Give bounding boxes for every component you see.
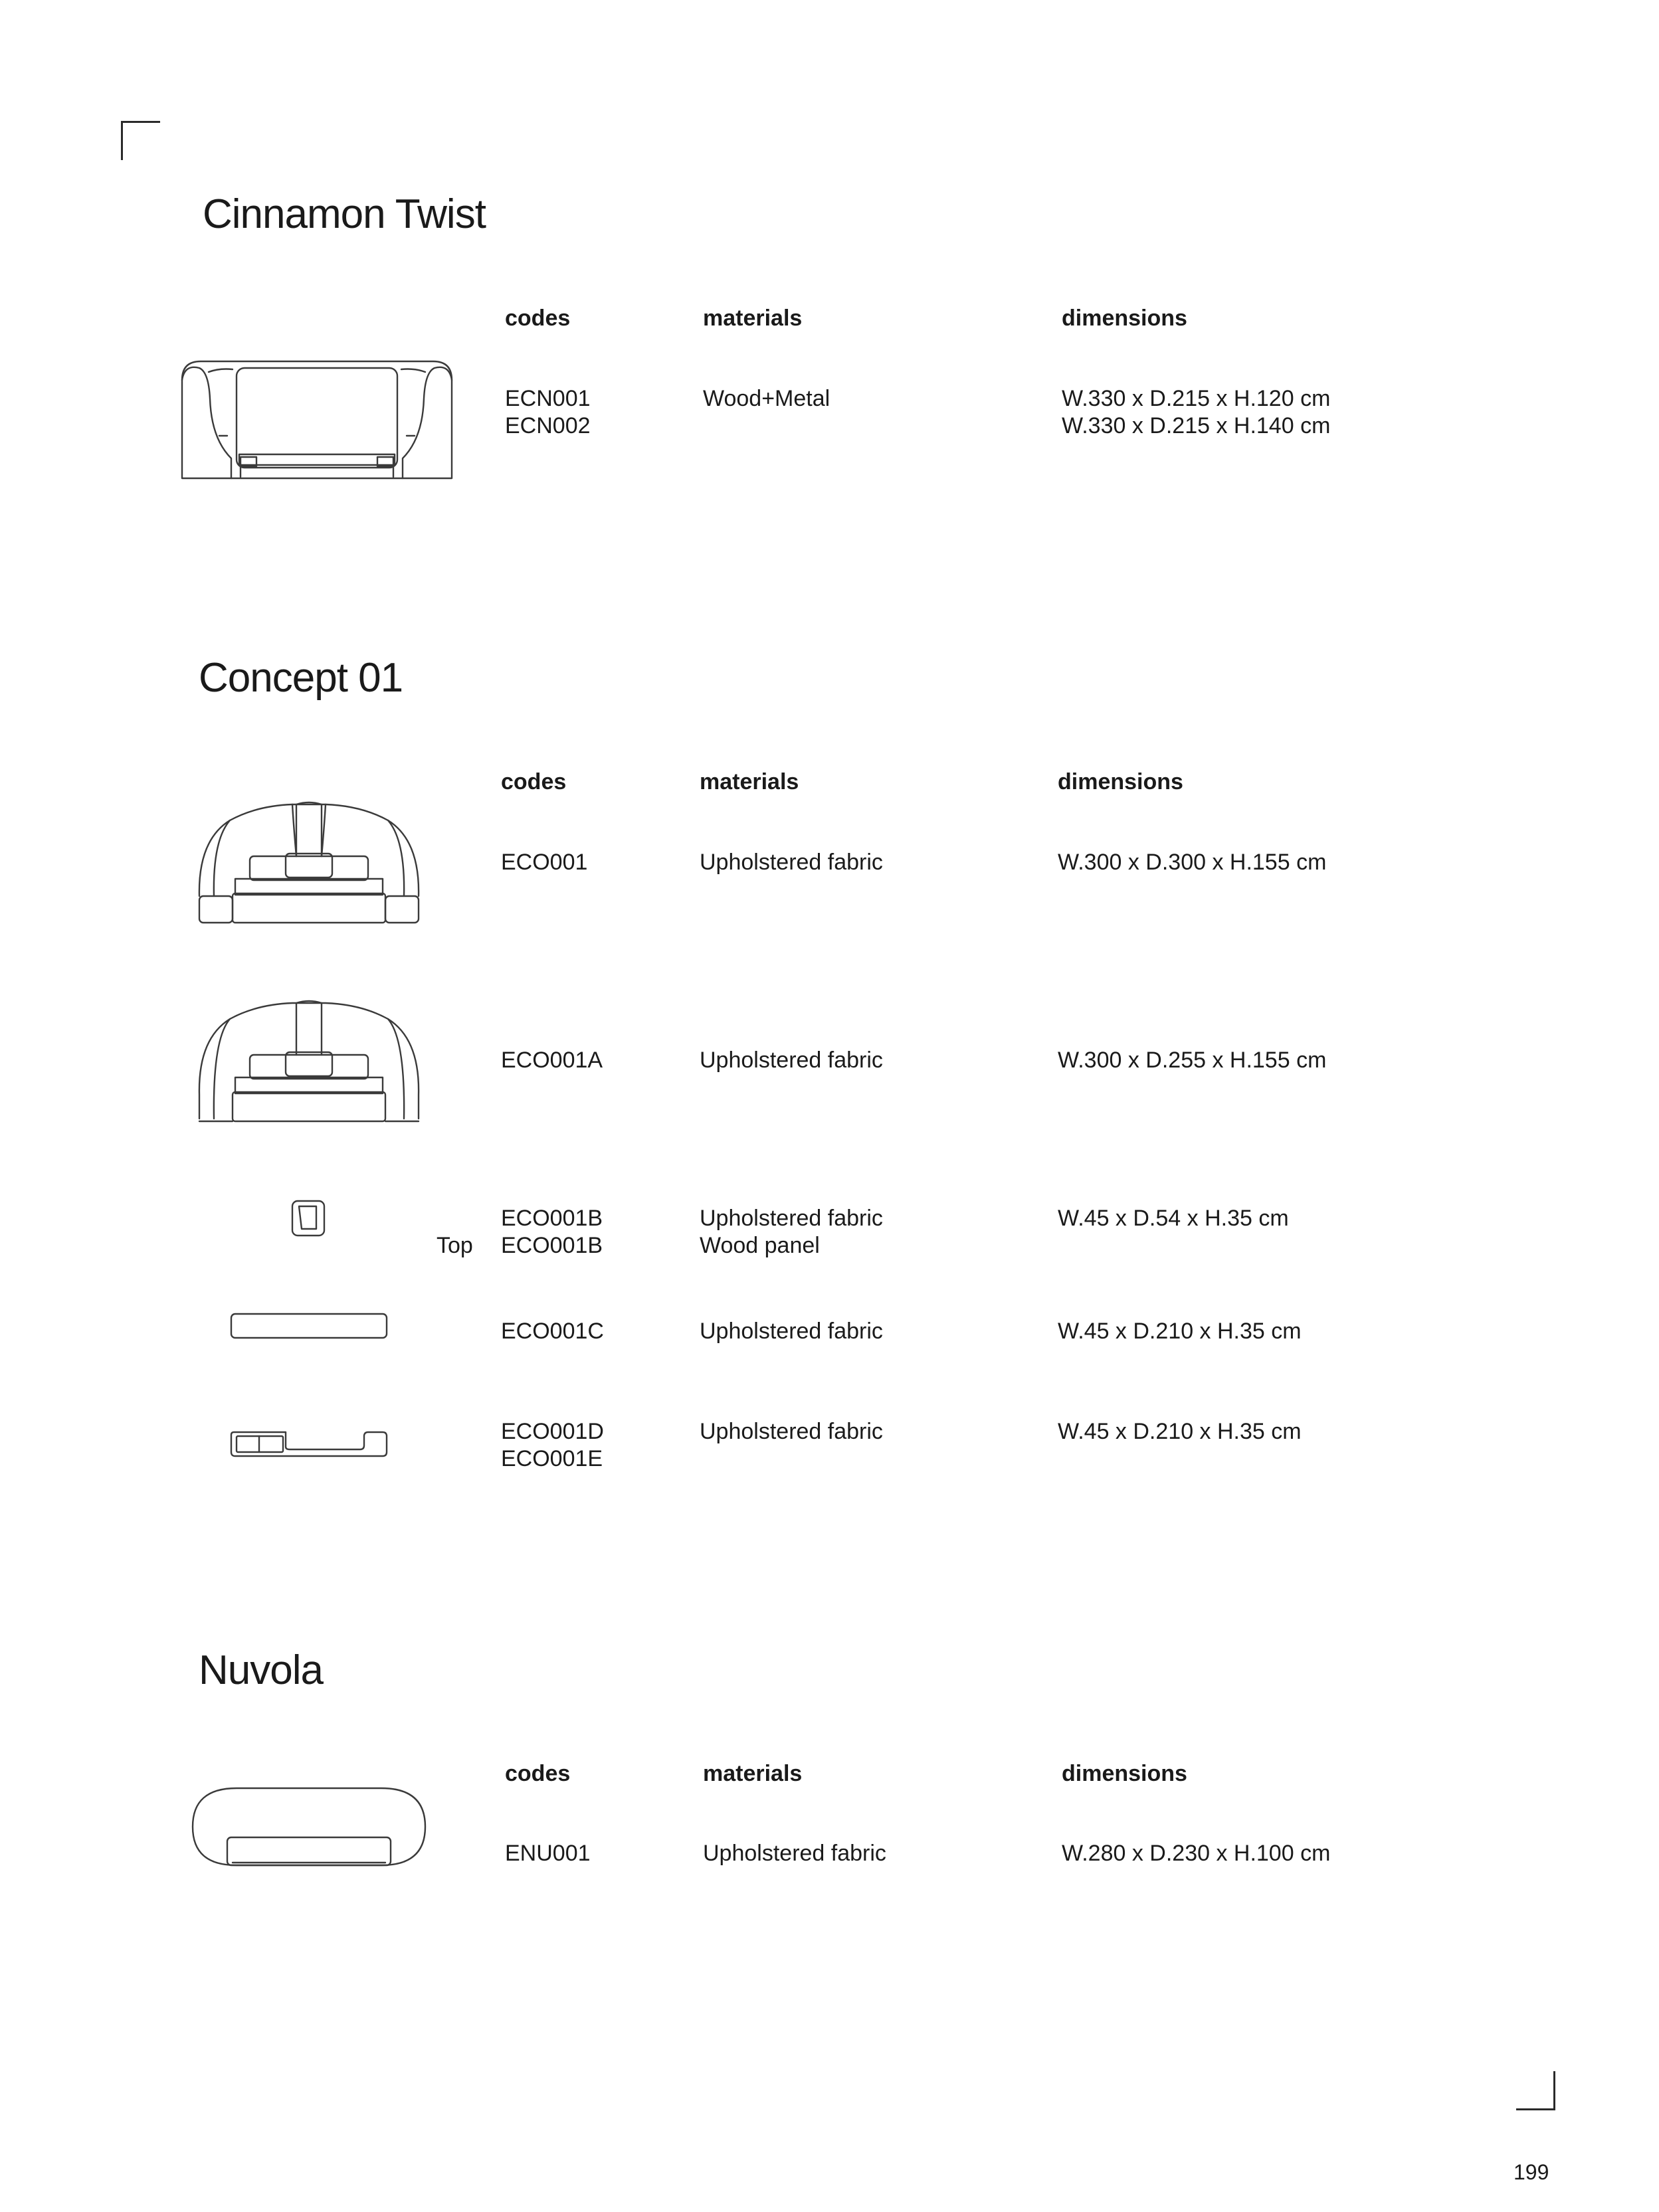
materials-cell bbox=[700, 1047, 883, 1074]
dimension-text: W.330 x D.215 x H.120 cm bbox=[1062, 386, 1331, 411]
dimensions-cell bbox=[1058, 1205, 1289, 1232]
header-codes: codes bbox=[505, 306, 571, 331]
dimension-text: W.45 x D.210 x H.35 cm bbox=[1058, 1419, 1302, 1444]
concept-01b-pouf-drawing bbox=[290, 1198, 327, 1238]
code-eco001: ECO001 bbox=[501, 850, 588, 875]
header-materials: materials bbox=[700, 769, 799, 794]
header-materials: materials bbox=[703, 1761, 803, 1786]
dimension-text: W.300 x D.300 x H.155 cm bbox=[1058, 850, 1327, 875]
material-text: Upholstered fabric bbox=[700, 1319, 883, 1344]
dimension-text: W.45 x D.54 x H.35 cm bbox=[1058, 1206, 1289, 1231]
concept-01c-bench-drawing bbox=[230, 1313, 388, 1339]
row-label-top bbox=[437, 1205, 473, 1259]
material-text: Upholstered fabric bbox=[700, 1206, 883, 1231]
code-enu001: ENU001 bbox=[505, 1841, 591, 1866]
crop-mark-bottom-right bbox=[1516, 2071, 1555, 2110]
nuvola-bed-drawing bbox=[190, 1786, 428, 1868]
material-text: Upholstered fabric bbox=[700, 1048, 883, 1073]
header-materials: materials bbox=[703, 306, 803, 331]
codes-cell bbox=[505, 385, 591, 440]
top-label: Top bbox=[437, 1233, 473, 1258]
codes-cell bbox=[505, 1840, 591, 1867]
dimensions-cell bbox=[1058, 1418, 1302, 1445]
codes-cell bbox=[501, 1318, 604, 1345]
material-text: Upholstered fabric bbox=[703, 1841, 886, 1866]
material-text: Upholstered fabric bbox=[700, 1419, 883, 1444]
code-eco001a: ECO001A bbox=[501, 1048, 603, 1073]
materials-cell bbox=[703, 1840, 886, 1867]
dimensions-cell bbox=[1058, 1047, 1326, 1074]
concept-01a-bed-drawing bbox=[197, 999, 421, 1123]
page-number: 199 bbox=[1513, 2160, 1549, 2184]
materials-cell bbox=[700, 1205, 883, 1259]
material-text: Wood panel bbox=[700, 1233, 820, 1258]
section-title-concept-01: Concept 01 bbox=[199, 655, 403, 701]
dimensions-cell bbox=[1058, 849, 1326, 876]
codes-cell bbox=[501, 1047, 603, 1074]
materials-cell bbox=[703, 385, 830, 413]
concept-01d-bench-drawing bbox=[230, 1429, 388, 1459]
dimensions-cell bbox=[1058, 1318, 1302, 1345]
codes-cell bbox=[501, 849, 587, 876]
materials-cell bbox=[700, 1418, 883, 1445]
dimensions-cell bbox=[1062, 385, 1330, 440]
codes-cell bbox=[501, 1418, 604, 1473]
crop-mark-top-left bbox=[121, 121, 160, 160]
dimension-text: W.280 x D.230 x H.100 cm bbox=[1062, 1841, 1331, 1866]
section-title-nuvola: Nuvola bbox=[199, 1647, 323, 1693]
dimension-text: W.45 x D.210 x H.35 cm bbox=[1058, 1319, 1302, 1344]
header-dimensions: dimensions bbox=[1058, 769, 1183, 794]
material-text: Wood+Metal bbox=[703, 386, 830, 411]
header-dimensions: dimensions bbox=[1062, 1761, 1187, 1786]
code-eco001d: ECO001D bbox=[501, 1419, 604, 1444]
dimension-text: W.330 x D.215 x H.140 cm bbox=[1062, 413, 1331, 438]
header-codes: codes bbox=[501, 769, 567, 794]
header-codes: codes bbox=[505, 1761, 571, 1786]
dimension-text: W.300 x D.255 x H.155 cm bbox=[1058, 1048, 1327, 1073]
section-title-cinnamon-twist: Cinnamon Twist bbox=[203, 191, 486, 237]
materials-cell bbox=[700, 1318, 883, 1345]
code-eco001e: ECO001E bbox=[501, 1446, 603, 1471]
code-eco001b: ECO001B bbox=[501, 1206, 603, 1231]
material-text: Upholstered fabric bbox=[700, 850, 883, 875]
codes-cell bbox=[501, 1205, 603, 1259]
materials-cell bbox=[700, 849, 883, 876]
dimensions-cell bbox=[1062, 1840, 1330, 1867]
code-ecn001: ECN001 bbox=[505, 386, 591, 411]
code-ecn002: ECN002 bbox=[505, 413, 591, 438]
concept-01-bed-drawing bbox=[197, 800, 421, 924]
code-eco001c: ECO001C bbox=[501, 1319, 604, 1344]
cinnamon-twist-bed-drawing bbox=[179, 359, 454, 481]
code-eco001b-top: ECO001B bbox=[501, 1233, 603, 1258]
header-dimensions: dimensions bbox=[1062, 306, 1187, 331]
